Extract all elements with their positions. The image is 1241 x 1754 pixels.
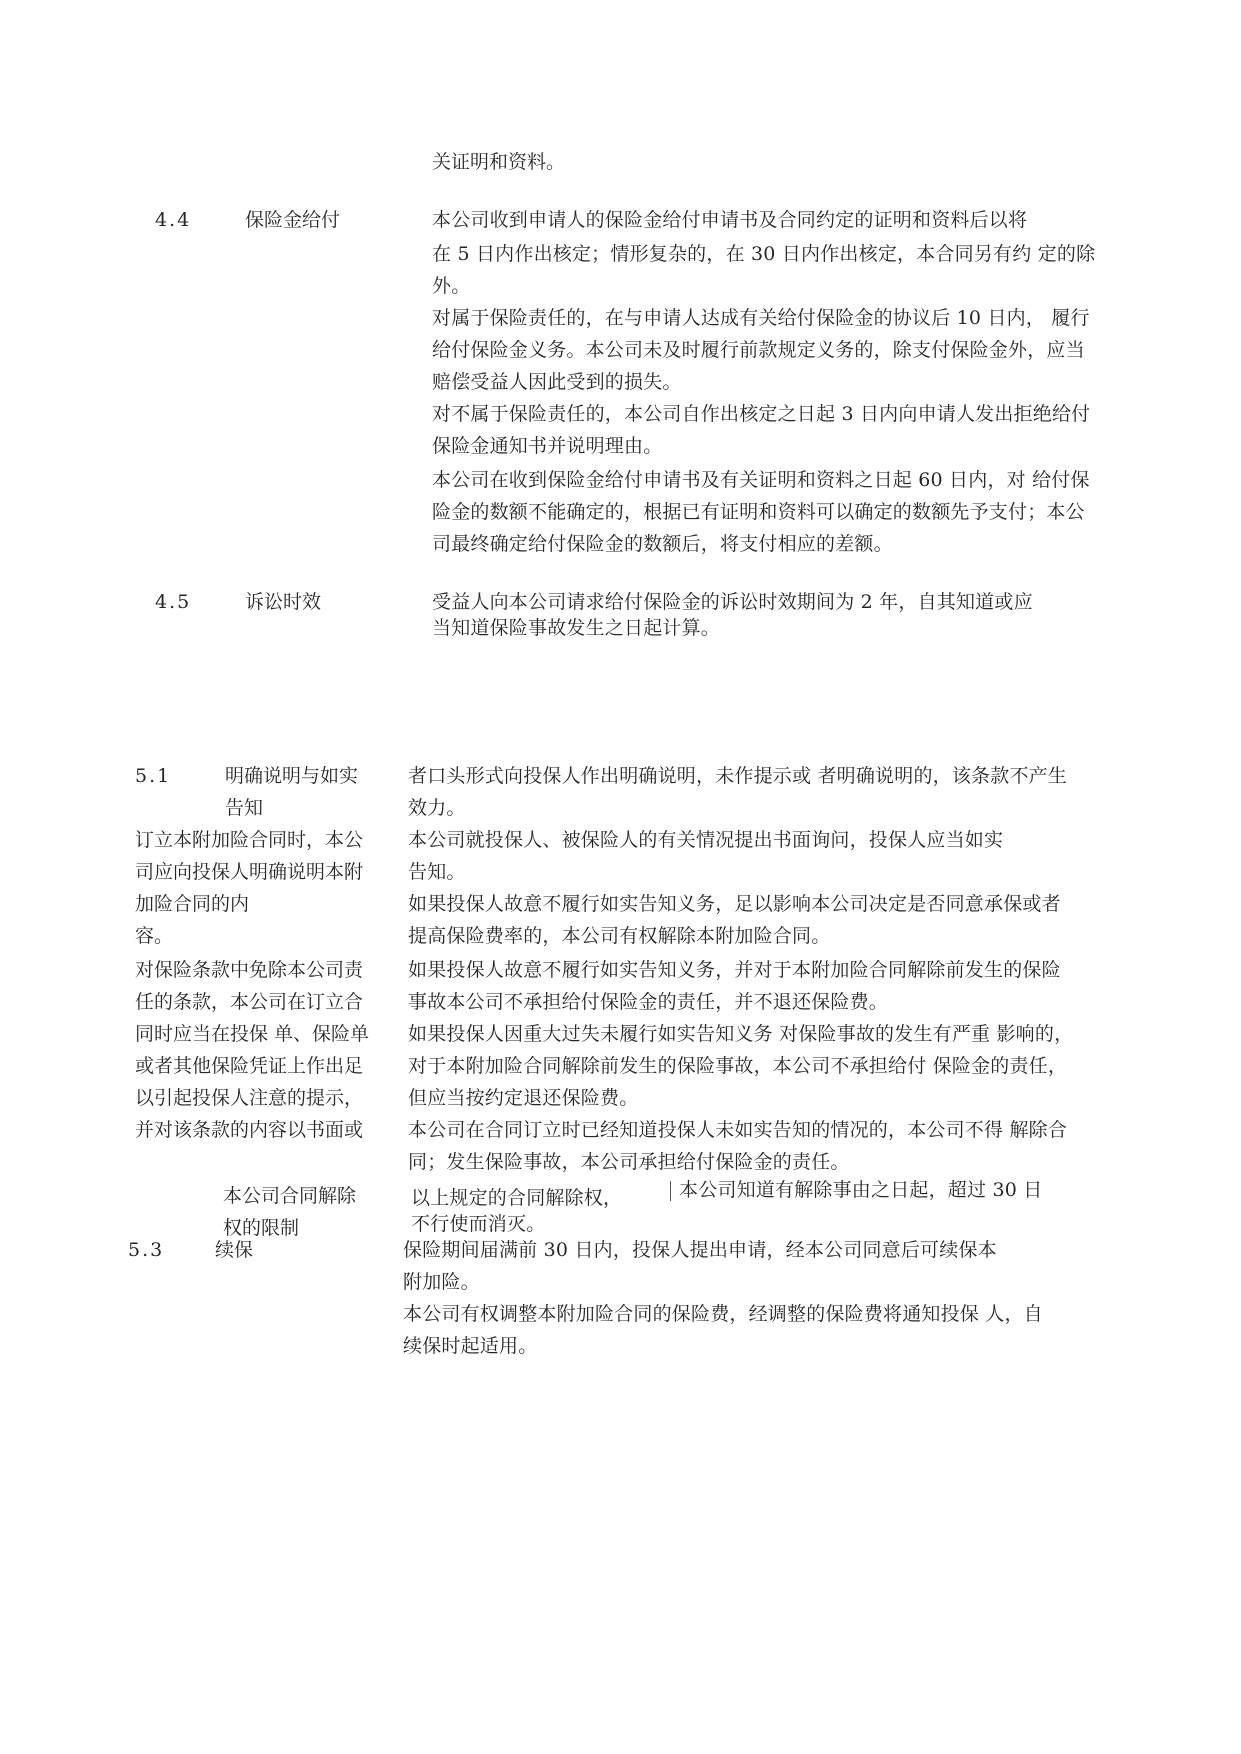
clause-title-4-5: 诉讼时效	[245, 591, 322, 613]
clause-5-2-line: 以上规定的合同解除权，	[411, 1187, 623, 1209]
clause-4-4-line: 在 5 日内作出核定；情形复杂的，在 30 日内作出核定，本合同另有约 定的除	[432, 243, 1096, 265]
clause-4-4-line: 本公司在收到保险金给付申请书及有关证明和资料之日起 60 日内，对 给付保	[432, 469, 1090, 491]
clause-5-1-left-line: 对保险条款中免除本公司责	[135, 959, 364, 981]
clause-4-5-line: 受益人向本公司请求给付保险金的诉讼时效期间为 2 年，自其知道或应	[432, 591, 1033, 613]
clause-4-5-line: 当知道保险事故发生之日起计算。	[432, 617, 721, 639]
clause-5-1-left-line: 并对该条款的内容以书面或	[135, 1119, 364, 1141]
clause-5-3-line: 本公司有权调整本附加险合同的保险费，经调整的保险费将通知投保 人，自	[403, 1303, 1043, 1325]
clause-5-1-right-line: 同；发生保险事故，本公司承担给付保险金的责任。	[408, 1151, 850, 1173]
clause-5-1-right-line: 本公司就投保人、被保险人的有关情况提出书面询问，投保人应当如实	[408, 829, 1004, 851]
clause-4-4-line: 给付保险金义务。本公司未及时履行前款规定义务的，除支付保险金外，应当	[432, 339, 1085, 361]
clause-4-4-line: 险金的数额不能确定的，根据已有证明和资料可以确定的数额先予支付；本公	[432, 501, 1085, 523]
clause-5-1-right-line: 效力。	[408, 797, 466, 819]
clause-5-1-right-line: 如果投保人故意不履行如实告知义务，并对于本附加险合同解除前发生的保险	[408, 959, 1061, 981]
clause-5-1-right-line: 如果投保人故意不履行如实告知义务，足以影响本公司决定是否同意承保或者	[408, 893, 1061, 915]
clause-5-1-left-line: 司应向投保人明确说明本附	[135, 861, 364, 883]
clause-5-1-right-line: 告知。	[408, 861, 466, 883]
clause-4-4-line: 对属于保险责任的，在与申请人达成有关给付保险金的协议后 10 日内， 履行	[432, 307, 1090, 329]
clause-5-1-left-line: 加险合同的内	[135, 893, 250, 915]
clause-5-1-left-line: 以引起投保人注意的提示，	[135, 1087, 364, 1109]
clause-5-1-left-line: 任的条款，本公司在订立合	[135, 991, 364, 1013]
clause-4-4-line: 赔偿受益人因此受到的损失。	[432, 371, 682, 393]
clause-title-4-4: 保险金给付	[245, 209, 341, 231]
clause-4-4-line: 对不属于保险责任的，本公司自作出核定之日起 3 日内向申请人发出拒绝给付	[432, 403, 1091, 425]
clause-title-5-2: 权的限制	[223, 1217, 300, 1239]
clause-5-1-left-line: 订立本附加险合同时，本公	[135, 829, 364, 851]
clause-5-3-line: 续保时起适用。	[403, 1335, 538, 1357]
clause-number-5-1: 5.1	[135, 765, 172, 787]
clause-title-5-2: 本公司合同解除	[223, 1185, 357, 1207]
clause-5-1-left-line: 或者其他保险凭证上作出足	[135, 1055, 364, 1077]
intro-line: 关证明和资料。	[432, 151, 566, 173]
clause-5-3-line: 保险期间届满前 30 日内，投保人提出申请，经本公司同意后可续保本	[403, 1239, 997, 1261]
clause-5-1-left-line: 容。	[135, 925, 174, 947]
clause-5-1-right-line: 对于本附加险合同解除前发生的保险事故，本公司不承担给付 保险金的责任，	[408, 1055, 1068, 1077]
clause-number-4-5: 4.5	[155, 591, 192, 613]
clause-5-1-right-line: 者口头形式向投保人作出明确说明，未作提示或 者明确说明的，该条款不产生	[408, 765, 1068, 787]
clause-5-1-right-line: 本公司在合同订立时已经知道投保人未如实告知的情况的，本公司不得 解除合	[408, 1119, 1068, 1141]
clause-5-1-right-line: 事故本公司不承担给付保险金的责任，并不退还保险费。	[408, 991, 889, 1013]
clause-4-4-line: 外。	[432, 275, 471, 297]
clause-number-4-4: 4.4	[155, 209, 192, 231]
clause-5-1-right-line: 提高保险费率的，本公司有权解除本附加险合同。	[408, 925, 831, 947]
clause-5-1-left-line: 同时应当在投保 单、保险单	[135, 1023, 370, 1045]
clause-4-4-line: 司最终确定给付保险金的数额后，将支付相应的差额。	[432, 533, 893, 555]
clause-4-4-line: 保险金通知书并说明理由。	[432, 435, 663, 457]
clause-title-5-1: 告知	[225, 797, 264, 819]
clause-4-4-line: 本公司收到申请人的保险金给付申请书及合同约定的证明和资料后以将	[432, 209, 1028, 231]
clause-5-3-line: 附加险。	[403, 1271, 480, 1293]
clause-5-2-line: 不行使而消灭。	[411, 1213, 546, 1235]
clause-title-5-1: 明确说明与如实	[225, 765, 359, 787]
column-divider	[670, 1181, 671, 1201]
clause-5-1-right-line: 但应当按约定退还保险费。	[408, 1087, 639, 1109]
clause-title-5-3: 续保	[215, 1239, 254, 1261]
clause-5-2-side-note: 本公司知道有解除事由之日起，超过 30 日	[679, 1179, 1043, 1201]
clause-5-1-right-line: 如果投保人因重大过失未履行如实告知义务 对保险事故的发生有严重 影响的，	[408, 1023, 1074, 1045]
clause-number-5-3: 5.3	[128, 1239, 165, 1261]
